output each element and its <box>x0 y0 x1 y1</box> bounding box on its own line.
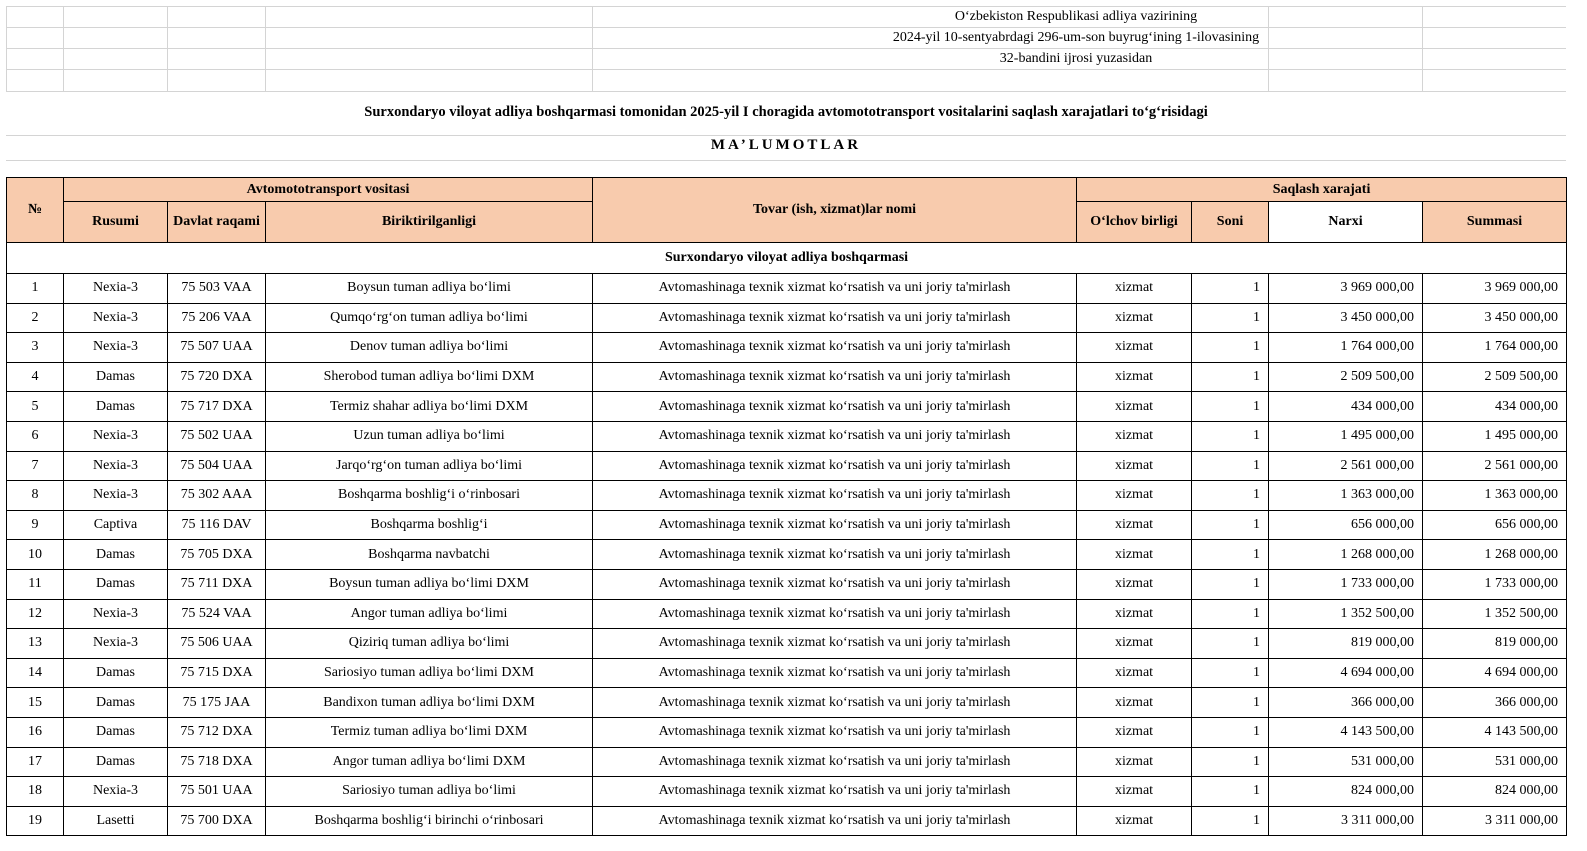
cell-unit: xizmat <box>1077 599 1192 629</box>
cell-plate: 75 524 VAA <box>168 599 266 629</box>
cell-num: 16 <box>7 717 64 747</box>
cell-assigned: Sariosiyo tuman adliya bo‘limi DXM <box>266 658 593 688</box>
cell-qty: 1 <box>1192 481 1269 511</box>
cell-plate: 75 503 VAA <box>168 274 266 304</box>
cell-plate: 75 502 UAA <box>168 421 266 451</box>
cell-sum: 4 143 500,00 <box>1423 717 1567 747</box>
cell-qty: 1 <box>1192 333 1269 363</box>
cell-qty: 1 <box>1192 421 1269 451</box>
cell-price: 656 000,00 <box>1269 510 1423 540</box>
cell-goods: Avtomashinaga texnik xizmat ko‘rsatish va uni joriy ta'mirlash <box>593 717 1077 747</box>
cell-price: 366 000,00 <box>1269 688 1423 718</box>
cell-goods: Avtomashinaga texnik xizmat ko‘rsatish va uni joriy ta'mirlash <box>593 688 1077 718</box>
cell-unit: xizmat <box>1077 688 1192 718</box>
cell-plate: 75 717 DXA <box>168 392 266 422</box>
cell-qty: 1 <box>1192 362 1269 392</box>
cell-assigned: Qiziriq tuman adliya bo‘limi <box>266 629 593 659</box>
cell-plate: 75 206 VAA <box>168 303 266 333</box>
cell-plate: 75 507 UAA <box>168 333 266 363</box>
approval-line-2: 2024-yil 10-sentyabrdagi 296-um-son buyrug‘ining 1-ilovasining <box>892 30 1260 45</box>
cell-qty: 1 <box>1192 747 1269 777</box>
cell-unit: xizmat <box>1077 451 1192 481</box>
cell-num: 13 <box>7 629 64 659</box>
cell-assigned: Termiz tuman adliya bo‘limi DXM <box>266 717 593 747</box>
cell-unit: xizmat <box>1077 421 1192 451</box>
cell-goods: Avtomashinaga texnik xizmat ko‘rsatish va uni joriy ta'mirlash <box>593 392 1077 422</box>
cell-price: 2 509 500,00 <box>1269 362 1423 392</box>
cell-unit: xizmat <box>1077 392 1192 422</box>
table-row <box>7 629 1567 659</box>
cell-qty: 1 <box>1192 777 1269 807</box>
cell-model: Damas <box>64 717 168 747</box>
cell-goods: Avtomashinaga texnik xizmat ko‘rsatish va uni joriy ta'mirlash <box>593 806 1077 836</box>
cell-plate: 75 712 DXA <box>168 717 266 747</box>
col-header-unit: O‘lchov birligi <box>1077 202 1192 243</box>
approval-line-1: O‘zbekiston Respublikasi adliya vazirining <box>954 9 1198 24</box>
cell-unit: xizmat <box>1077 777 1192 807</box>
cell-goods: Avtomashinaga texnik xizmat ko‘rsatish va uni joriy ta'mirlash <box>593 274 1077 304</box>
cell-unit: xizmat <box>1077 569 1192 599</box>
table-row <box>7 806 1567 836</box>
cell-model: Damas <box>64 747 168 777</box>
cell-price: 3 450 000,00 <box>1269 303 1423 333</box>
cell-model: Lasetti <box>64 806 168 836</box>
cell-model: Damas <box>64 569 168 599</box>
cell-model: Nexia-3 <box>64 274 168 304</box>
cell-model: Nexia-3 <box>64 481 168 511</box>
cell-goods: Avtomashinaga texnik xizmat ko‘rsatish va uni joriy ta'mirlash <box>593 362 1077 392</box>
cell-num: 10 <box>7 540 64 570</box>
document-header <box>6 6 1566 178</box>
cell-num: 6 <box>7 421 64 451</box>
cell-model: Nexia-3 <box>64 629 168 659</box>
cell-plate: 75 175 JAA <box>168 688 266 718</box>
cell-assigned: Sherobod tuman adliya bo‘limi DXM <box>266 362 593 392</box>
cell-assigned: Termiz shahar adliya bo‘limi DXM <box>266 392 593 422</box>
cell-num: 18 <box>7 777 64 807</box>
table-row <box>7 777 1567 807</box>
cell-goods: Avtomashinaga texnik xizmat ko‘rsatish va uni joriy ta'mirlash <box>593 747 1077 777</box>
cell-unit: xizmat <box>1077 806 1192 836</box>
cell-sum: 366 000,00 <box>1423 688 1567 718</box>
col-header-num: № <box>7 178 64 243</box>
table-row <box>7 599 1567 629</box>
col-header-price: Narxi <box>1269 202 1423 243</box>
cell-plate: 75 501 UAA <box>168 777 266 807</box>
cell-assigned: Uzun tuman adliya bo‘limi <box>266 421 593 451</box>
cell-model: Nexia-3 <box>64 333 168 363</box>
table-row <box>7 392 1567 422</box>
cell-unit: xizmat <box>1077 362 1192 392</box>
cell-sum: 3 450 000,00 <box>1423 303 1567 333</box>
cell-price: 1 495 000,00 <box>1269 421 1423 451</box>
cell-assigned: Bandixon tuman adliya bo‘limi DXM <box>266 688 593 718</box>
cell-price: 4 694 000,00 <box>1269 658 1423 688</box>
cell-sum: 1 363 000,00 <box>1423 481 1567 511</box>
table-row <box>7 274 1567 304</box>
cell-price: 1 733 000,00 <box>1269 569 1423 599</box>
cell-assigned: Boysun tuman adliya bo‘limi <box>266 274 593 304</box>
cell-assigned: Boshqarma boshlig‘i <box>266 510 593 540</box>
cell-qty: 1 <box>1192 540 1269 570</box>
cell-qty: 1 <box>1192 274 1269 304</box>
cell-sum: 4 694 000,00 <box>1423 658 1567 688</box>
table-row <box>7 421 1567 451</box>
cell-unit: xizmat <box>1077 510 1192 540</box>
table-row <box>7 569 1567 599</box>
cell-price: 1 268 000,00 <box>1269 540 1423 570</box>
cell-sum: 819 000,00 <box>1423 629 1567 659</box>
cell-price: 819 000,00 <box>1269 629 1423 659</box>
cell-goods: Avtomashinaga texnik xizmat ko‘rsatish va uni joriy ta'mirlash <box>593 451 1077 481</box>
table-row <box>7 303 1567 333</box>
cell-qty: 1 <box>1192 599 1269 629</box>
cell-model: Damas <box>64 362 168 392</box>
col-header-sum: Summasi <box>1423 202 1567 243</box>
cell-goods: Avtomashinaga texnik xizmat ko‘rsatish va uni joriy ta'mirlash <box>593 333 1077 363</box>
cell-plate: 75 715 DXA <box>168 658 266 688</box>
cell-plate: 75 506 UAA <box>168 629 266 659</box>
col-header-plate: Davlat raqami <box>168 202 266 243</box>
table-row <box>7 510 1567 540</box>
cell-goods: Avtomashinaga texnik xizmat ko‘rsatish va uni joriy ta'mirlash <box>593 569 1077 599</box>
cell-model: Captiva <box>64 510 168 540</box>
table-row <box>7 658 1567 688</box>
cell-model: Nexia-3 <box>64 599 168 629</box>
cell-num: 8 <box>7 481 64 511</box>
cell-goods: Avtomashinaga texnik xizmat ko‘rsatish va uni joriy ta'mirlash <box>593 777 1077 807</box>
cell-num: 11 <box>7 569 64 599</box>
cell-assigned: Sariosiyo tuman adliya bo‘limi <box>266 777 593 807</box>
cell-sum: 3 969 000,00 <box>1423 274 1567 304</box>
cell-goods: Avtomashinaga texnik xizmat ko‘rsatish va uni joriy ta'mirlash <box>593 421 1077 451</box>
cell-sum: 2 509 500,00 <box>1423 362 1567 392</box>
cell-unit: xizmat <box>1077 717 1192 747</box>
table-row <box>7 362 1567 392</box>
cell-qty: 1 <box>1192 510 1269 540</box>
table-row <box>7 688 1567 718</box>
cell-assigned: Boysun tuman adliya bo‘limi DXM <box>266 569 593 599</box>
cell-qty: 1 <box>1192 717 1269 747</box>
col-header-goods: Tovar (ish, xizmat)lar nomi <box>593 178 1077 243</box>
cell-goods: Avtomashinaga texnik xizmat ko‘rsatish va uni joriy ta'mirlash <box>593 481 1077 511</box>
col-header-assigned: Biriktirilganligi <box>266 202 593 243</box>
cell-num: 12 <box>7 599 64 629</box>
cell-model: Nexia-3 <box>64 303 168 333</box>
cell-model: Nexia-3 <box>64 777 168 807</box>
cell-plate: 75 504 UAA <box>168 451 266 481</box>
col-header-vehicle-group: Avtomototransport vositasi <box>64 178 593 202</box>
col-header-model: Rusumi <box>64 202 168 243</box>
cell-num: 14 <box>7 658 64 688</box>
cell-plate: 75 718 DXA <box>168 747 266 777</box>
cell-qty: 1 <box>1192 569 1269 599</box>
cell-sum: 434 000,00 <box>1423 392 1567 422</box>
cell-assigned: Boshqarma boshlig‘i birinchi o‘rinbosari <box>266 806 593 836</box>
cell-plate: 75 720 DXA <box>168 362 266 392</box>
cell-sum: 2 561 000,00 <box>1423 451 1567 481</box>
cell-qty: 1 <box>1192 629 1269 659</box>
cell-num: 15 <box>7 688 64 718</box>
cell-num: 1 <box>7 274 64 304</box>
cell-sum: 824 000,00 <box>1423 777 1567 807</box>
cell-price: 1 363 000,00 <box>1269 481 1423 511</box>
cell-goods: Avtomashinaga texnik xizmat ko‘rsatish va uni joriy ta'mirlash <box>593 510 1077 540</box>
table-row <box>7 717 1567 747</box>
cell-price: 1 352 500,00 <box>1269 599 1423 629</box>
cell-price: 531 000,00 <box>1269 747 1423 777</box>
cell-model: Damas <box>64 688 168 718</box>
document-title: Surxondaryo viloyat adliya boshqarmasi tomonidan 2025-yil I choragida avtomototransport vositalarini saqlash xarajatlari to‘g‘risidagi <box>364 104 1208 120</box>
table-row <box>7 747 1567 777</box>
cell-num: 17 <box>7 747 64 777</box>
cell-model: Nexia-3 <box>64 451 168 481</box>
cell-price: 1 764 000,00 <box>1269 333 1423 363</box>
cell-goods: Avtomashinaga texnik xizmat ko‘rsatish va uni joriy ta'mirlash <box>593 540 1077 570</box>
cell-assigned: Angor tuman adliya bo‘limi DXM <box>266 747 593 777</box>
cell-unit: xizmat <box>1077 747 1192 777</box>
cell-plate: 75 700 DXA <box>168 806 266 836</box>
cell-qty: 1 <box>1192 392 1269 422</box>
cell-sum: 3 311 000,00 <box>1423 806 1567 836</box>
cell-num: 19 <box>7 806 64 836</box>
cell-assigned: Denov tuman adliya bo‘limi <box>266 333 593 363</box>
table-row <box>7 333 1567 363</box>
cell-plate: 75 302 AAA <box>168 481 266 511</box>
cell-sum: 1 764 000,00 <box>1423 333 1567 363</box>
expenses-table <box>6 177 1567 836</box>
cell-num: 9 <box>7 510 64 540</box>
cell-sum: 1 268 000,00 <box>1423 540 1567 570</box>
cell-sum: 531 000,00 <box>1423 747 1567 777</box>
cell-goods: Avtomashinaga texnik xizmat ko‘rsatish va uni joriy ta'mirlash <box>593 599 1077 629</box>
cell-unit: xizmat <box>1077 481 1192 511</box>
cell-assigned: Qumqo‘rg‘on tuman adliya bo‘limi <box>266 303 593 333</box>
cell-assigned: Angor tuman adliya bo‘limi <box>266 599 593 629</box>
cell-sum: 1 495 000,00 <box>1423 421 1567 451</box>
cell-goods: Avtomashinaga texnik xizmat ko‘rsatish va uni joriy ta'mirlash <box>593 629 1077 659</box>
cell-plate: 75 116 DAV <box>168 510 266 540</box>
cell-num: 2 <box>7 303 64 333</box>
cell-unit: xizmat <box>1077 333 1192 363</box>
cell-num: 4 <box>7 362 64 392</box>
cell-sum: 1 352 500,00 <box>1423 599 1567 629</box>
cell-qty: 1 <box>1192 806 1269 836</box>
cell-goods: Avtomashinaga texnik xizmat ko‘rsatish va uni joriy ta'mirlash <box>593 658 1077 688</box>
document-subtitle: MA’LUMOTLAR <box>710 137 862 153</box>
cell-model: Nexia-3 <box>64 421 168 451</box>
cell-qty: 1 <box>1192 688 1269 718</box>
cell-price: 2 561 000,00 <box>1269 451 1423 481</box>
cell-qty: 1 <box>1192 303 1269 333</box>
cell-price: 434 000,00 <box>1269 392 1423 422</box>
col-header-cost-group: Saqlash xarajati <box>1077 178 1567 202</box>
col-header-qty: Soni <box>1192 202 1269 243</box>
cell-unit: xizmat <box>1077 303 1192 333</box>
cell-model: Damas <box>64 658 168 688</box>
cell-assigned: Boshqarma boshlig‘i o‘rinbosari <box>266 481 593 511</box>
cell-price: 4 143 500,00 <box>1269 717 1423 747</box>
approval-line-3: 32-bandini ijrosi yuzasidan <box>999 51 1153 66</box>
cell-num: 5 <box>7 392 64 422</box>
cell-model: Damas <box>64 540 168 570</box>
cell-num: 7 <box>7 451 64 481</box>
cell-goods: Avtomashinaga texnik xizmat ko‘rsatish va uni joriy ta'mirlash <box>593 303 1077 333</box>
cell-price: 3 969 000,00 <box>1269 274 1423 304</box>
cell-plate: 75 711 DXA <box>168 569 266 599</box>
cell-unit: xizmat <box>1077 274 1192 304</box>
table-row <box>7 540 1567 570</box>
cell-assigned: Boshqarma navbatchi <box>266 540 593 570</box>
cell-plate: 75 705 DXA <box>168 540 266 570</box>
table-row <box>7 481 1567 511</box>
cell-qty: 1 <box>1192 658 1269 688</box>
cell-unit: xizmat <box>1077 629 1192 659</box>
cell-price: 3 311 000,00 <box>1269 806 1423 836</box>
cell-price: 824 000,00 <box>1269 777 1423 807</box>
table-row <box>7 451 1567 481</box>
cell-sum: 656 000,00 <box>1423 510 1567 540</box>
cell-unit: xizmat <box>1077 658 1192 688</box>
cell-unit: xizmat <box>1077 540 1192 570</box>
cell-num: 3 <box>7 333 64 363</box>
cell-model: Damas <box>64 392 168 422</box>
section-title: Surxondaryo viloyat adliya boshqarmasi <box>7 243 1567 274</box>
cell-assigned: Jarqo‘rg‘on tuman adliya bo‘limi <box>266 451 593 481</box>
cell-qty: 1 <box>1192 451 1269 481</box>
cell-sum: 1 733 000,00 <box>1423 569 1567 599</box>
